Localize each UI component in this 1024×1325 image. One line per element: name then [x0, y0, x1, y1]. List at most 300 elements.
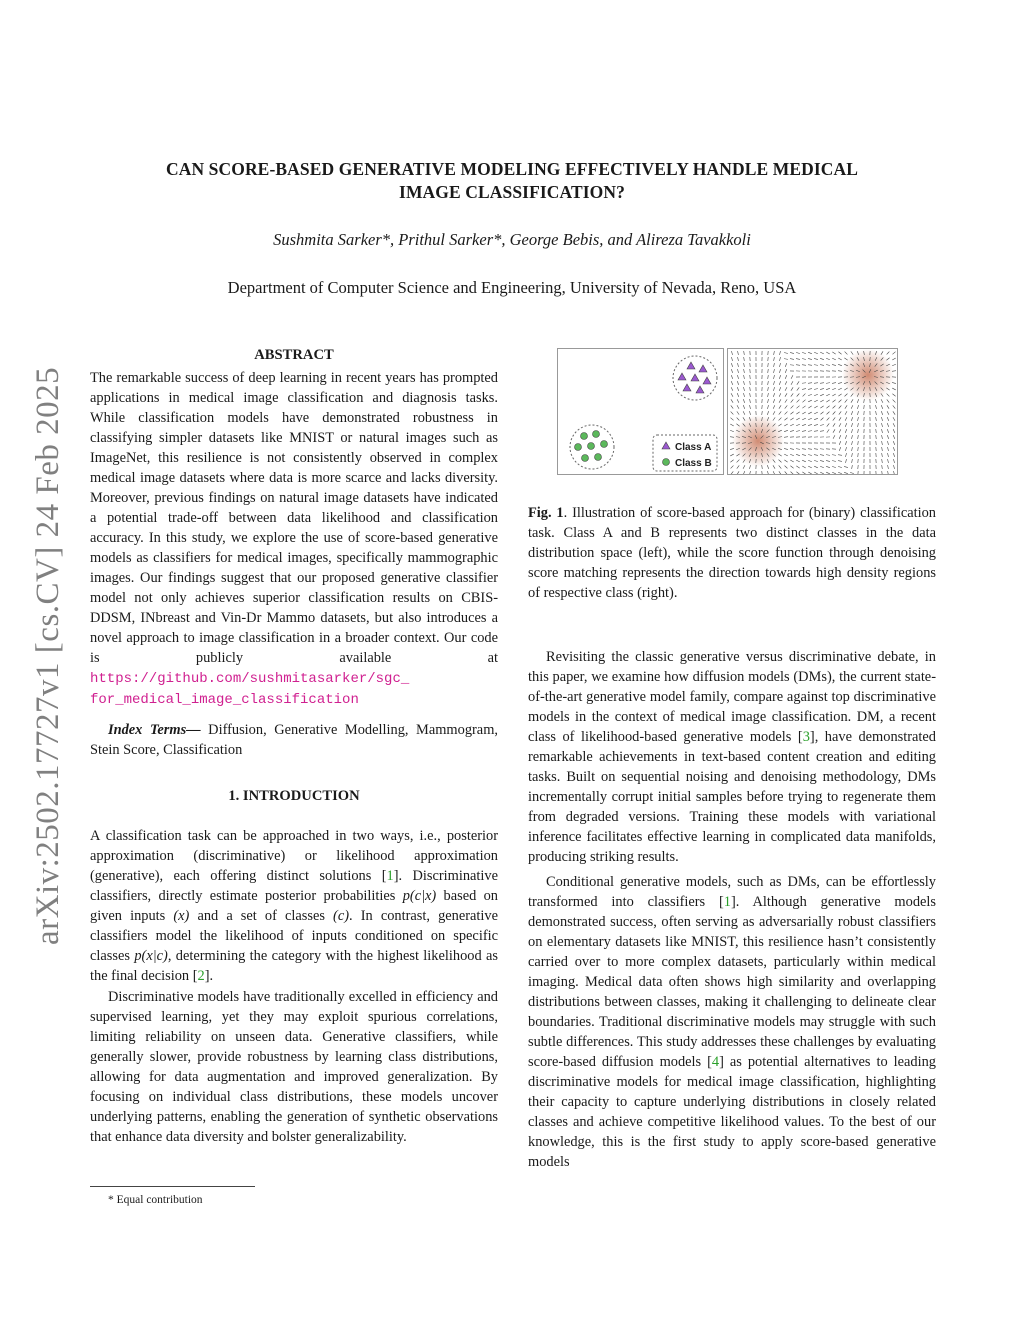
score-arrow: [791, 472, 794, 474]
score-arrow: [857, 405, 858, 409]
score-arrow: [802, 466, 805, 468]
score-arrow: [814, 424, 818, 425]
score-arrow: [785, 466, 788, 469]
score-arrow: [744, 363, 745, 367]
score-arrow: [802, 454, 806, 455]
score-arrow: [838, 371, 842, 372]
math-expression: p(c|x): [402, 888, 437, 904]
score-arrow: [779, 369, 780, 373]
score-arrow: [790, 412, 793, 415]
score-arrow: [796, 352, 800, 353]
score-arrow: [876, 435, 877, 439]
score-arrow: [844, 472, 848, 473]
intro-paragraph-2: Discriminative models have traditionally excelled in efficiency and supervised learning, yet they may exploit spurious correlations, limiting reliability on unseen data. Generative classifiers, while generally slower, provide robustness by learning class distributions, allowing for data augmentation and improved generalization. By focusing on individual class distributions, these models uncover underlying patterns, enabling the generation of synthetic observations that enhance data diversity and bolster generalizability.: [90, 989, 498, 1145]
intro-text: ].: [204, 968, 214, 984]
score-arrow: [820, 400, 823, 402]
score-arrow: [827, 429, 829, 432]
score-arrow: [838, 472, 842, 473]
score-arrow: [888, 465, 889, 469]
score-arrow: [826, 472, 830, 474]
score-arrow: [833, 429, 835, 432]
score-arrow: [750, 471, 751, 474]
score-arrow: [844, 358, 847, 360]
intro-text: A classification task can be approached in two ways, i.e., posterior approximation (discriminative) or likelihood approximation (generative), each offering distinct solutions [: [90, 828, 498, 884]
score-arrow: [839, 435, 841, 439]
score-arrow: [743, 399, 744, 403]
score-arrow: [808, 449, 812, 450]
score-arrow: [802, 389, 806, 390]
score-arrow: [888, 453, 889, 457]
score-arrow: [852, 453, 853, 457]
index-terms-text: Diffusion, Generative Modelling, Mammogram, Stein Score, Classification: [90, 722, 498, 758]
score-arrow: [737, 375, 738, 379]
score-arrow: [892, 358, 895, 360]
score-arrow: [808, 365, 812, 366]
score-arrow: [774, 351, 775, 355]
score-arrow: [887, 447, 888, 451]
score-arrow: [876, 423, 877, 427]
score-arrow: [774, 363, 775, 367]
score-arrow: [773, 381, 774, 385]
score-arrow: [893, 423, 895, 427]
score-arrow: [845, 394, 848, 397]
score-arrow: [820, 358, 824, 359]
score-arrow: [731, 393, 733, 396]
body-text: ], have demonstrated remarkable achievements in text-based content creation and editing tasks. Built on sequential noising and denoising methodology, DMs incrementally corrupt initial samples before trying to regenerate them from degraded versions. Training these models with variational inference facilitates effective learning in complicated data manifolds, producing striking results.: [528, 729, 936, 865]
score-arrow: [737, 363, 738, 367]
score-arrow: [814, 400, 818, 402]
score-arrow: [858, 423, 859, 427]
score-arrow: [845, 405, 847, 408]
score-arrow: [731, 471, 734, 474]
score-arrow: [768, 369, 769, 373]
score-arrow: [779, 405, 781, 408]
score-arrow: [851, 417, 852, 421]
paper-title: [90, 158, 934, 204]
score-arrow: [826, 352, 830, 354]
score-arrow: [730, 430, 734, 431]
math-expression: (c): [333, 908, 350, 924]
score-arrow: [737, 369, 738, 373]
score-arrow: [796, 454, 800, 455]
score-arrow: [826, 455, 830, 456]
score-arrow: [731, 399, 733, 402]
score-arrow: [802, 412, 805, 414]
score-arrow: [838, 364, 842, 365]
score-arrow: [852, 447, 853, 451]
score-arrow: [821, 418, 824, 421]
score-arrow: [768, 393, 769, 397]
score-arrow: [779, 387, 781, 391]
index-terms: [90, 720, 498, 760]
score-arrow: [808, 400, 812, 402]
title-line-1: CAN SCORE-BASED GENERATIVE MODELING EFFECTIVELY HANDLE MEDICAL: [165, 159, 859, 179]
score-arrow: [744, 381, 745, 385]
citation-link[interactable]: 1: [723, 894, 731, 910]
score-arrow: [778, 424, 781, 426]
score-arrow: [814, 388, 818, 389]
score-arrow: [808, 394, 812, 395]
score-arrow: [858, 429, 859, 433]
class-b-density: [732, 415, 784, 467]
score-arrow: [790, 430, 794, 431]
score-arrow: [731, 351, 732, 355]
class-a-density: [842, 349, 894, 401]
score-arrow: [851, 423, 852, 427]
score-arrow: [814, 394, 818, 395]
score-arrow: [791, 393, 793, 396]
score-arrow: [832, 364, 836, 365]
score-arrow: [893, 405, 896, 408]
score-arrow: [882, 447, 883, 451]
score-arrow: [808, 424, 812, 425]
score-arrow: [773, 471, 775, 474]
footnote-rule: [90, 1186, 255, 1187]
score-arrow: [750, 393, 751, 397]
score-arrow: [803, 394, 806, 397]
score-arrow: [773, 417, 775, 420]
score-arrow: [791, 387, 793, 390]
score-arrow: [814, 358, 818, 359]
score-arrow: [790, 352, 794, 353]
figure-caption-text: . Illustration of score-based approach for (binary) classification task. Class A and B represents two distinct classes in the data distribution space (left), while the score function through denoising score matching represents the direction towards high density regions of respective class (right).: [528, 505, 936, 601]
score-arrow: [796, 449, 800, 450]
body-text: Revisiting the classic generative versus discriminative debate, in this paper, we examine how diffusion models (DMs), the current state-of-the-art generative model family, compare against top discriminative models in the context of medical image classification. DM, a recent class of likelihood-based generative models [: [528, 649, 936, 745]
score-arrow: [790, 460, 793, 462]
score-arrow: [791, 399, 794, 402]
score-arrow: [737, 405, 739, 408]
score-arrow: [839, 447, 840, 451]
affiliation: Department of Computer Science and Engineering, University of Nevada, Reno, USA: [227, 278, 797, 297]
score-arrow: [893, 411, 895, 414]
score-arrow: [743, 393, 744, 397]
score-arrow: [820, 425, 824, 426]
score-arrow: [814, 406, 817, 408]
score-arrow: [737, 460, 740, 463]
score-arrow: [858, 447, 859, 451]
score-arrow: [796, 359, 800, 360]
score-arrow: [893, 400, 896, 403]
score-arrow: [808, 389, 812, 390]
score-arrow: [773, 387, 774, 391]
score-arrow: [774, 369, 775, 373]
score-arrow: [779, 460, 782, 463]
score-arrow: [767, 405, 768, 409]
score-arrow: [814, 352, 818, 354]
score-arrow: [839, 441, 841, 445]
class-a-legend-icon: [662, 442, 670, 449]
score-arrow: [808, 352, 812, 353]
score-arrow: [808, 412, 812, 414]
score-arrow: [838, 461, 842, 462]
score-arrow: [826, 400, 829, 402]
score-arrow: [779, 471, 781, 474]
score-arrow: [797, 400, 800, 403]
score-arrow: [814, 412, 818, 414]
score-arrow: [826, 394, 830, 396]
intro-text: ]. Discriminative classifiers, directly estimate posterior probabilities: [90, 868, 498, 904]
score-arrow: [814, 455, 818, 456]
score-arrow: [845, 399, 848, 402]
score-arrow: [796, 406, 799, 409]
score-arrow: [882, 453, 883, 457]
score-arrow: [838, 455, 842, 456]
score-arrow: [832, 466, 836, 467]
score-arrow: [768, 387, 769, 391]
score-arrow: [851, 411, 853, 415]
abstract-body: The remarkable success of deep learning in recent years has prompted applications in medical image classification and diagnosis tasks. While classification models have demonstrated robustness in classifying simpler datasets like MNIST or natural images such as ImageNet, this resilience is not consistently observed in complex medical image datasets where data is more scarce and lacks diversity. Moreover, previous findings on natural image datasets have indicated a potential trade-off between data likelihood and classification accuracy. In this study, we explore the use of score-based generative models as classifiers for medical images, specifically mammographic images. Our findings suggest that our proposed generative classifier model not only achieves superior classification results on CBIS-DDSM, INbreast and Vin-Dr Mammo datasets, but also introduces a novel approach to image classification in a broader context. Our code is publicly available at: [90, 370, 498, 666]
citation-link[interactable]: 2: [197, 968, 205, 984]
score-arrow: [802, 365, 806, 366]
score-arrow: [852, 459, 853, 463]
score-arrow: [796, 365, 800, 366]
citation-link[interactable]: 4: [711, 1054, 720, 1070]
score-arrow: [833, 417, 835, 420]
score-arrow: [779, 465, 782, 468]
score-arrow: [820, 472, 824, 474]
left-column: [90, 345, 498, 1147]
score-arrow: [838, 388, 842, 390]
score-arrow: [858, 417, 859, 421]
score-arrow: [749, 411, 750, 415]
score-arrow: [779, 418, 782, 421]
score-arrow: [826, 460, 830, 461]
score-arrow: [802, 431, 806, 432]
score-arrow: [730, 418, 733, 421]
score-arrow: [838, 382, 842, 383]
score-arrow: [796, 466, 799, 468]
score-arrow: [808, 472, 811, 474]
score-arrow: [785, 399, 787, 402]
score-arrow: [888, 471, 889, 474]
score-arrow: [743, 465, 745, 469]
score-arrow: [858, 441, 859, 445]
score-arrow: [827, 423, 829, 426]
score-arrow: [744, 357, 745, 361]
score-arrow: [881, 405, 883, 409]
score-arrow: [845, 441, 846, 445]
score-arrow: [797, 393, 800, 396]
score-arrow: [851, 429, 852, 433]
score-arrow: [833, 412, 836, 415]
score-arrow: [808, 383, 812, 384]
figure-right-panel: [727, 348, 898, 475]
body-text: Conditional generative models, such as DMs, can be effortlessly transformed into classifiers [: [528, 874, 936, 910]
score-arrow: [730, 460, 733, 462]
score-arrow: [731, 466, 734, 469]
score-arrow: [796, 472, 799, 474]
score-arrow: [808, 431, 812, 432]
score-arrow: [832, 400, 835, 402]
score-arrow: [790, 466, 793, 468]
score-arrow: [887, 352, 890, 355]
score-arrow: [790, 424, 794, 426]
intro-text: based on given inputs: [90, 888, 498, 924]
score-arrow: [820, 460, 824, 461]
score-arrow: [797, 387, 799, 390]
score-arrow: [838, 358, 841, 360]
score-arrow: [846, 459, 847, 463]
score-arrow: [750, 399, 751, 403]
intro-paragraph-1: [90, 826, 498, 986]
score-arrow: [773, 399, 774, 403]
score-arrow: [750, 405, 751, 409]
score-arrow: [814, 472, 818, 474]
score-arrow: [832, 383, 836, 384]
score-arrow: [832, 352, 835, 354]
score-arrow: [893, 459, 894, 463]
score-arrow: [845, 429, 846, 433]
score-arrow: [851, 351, 853, 354]
score-arrow: [892, 394, 895, 396]
body-text: ] as potential alternatives to leading discriminative models for medical image classification, highlighting their capacity to capture underlying distributions in closely related classes and achieve competitive likelihood values. To the best of our knowledge, this is the first study to apply score-based generative models: [528, 1054, 937, 1170]
score-arrow: [892, 364, 896, 365]
score-arrow: [784, 437, 788, 438]
score-arrow: [791, 375, 793, 379]
score-arrow: [893, 465, 894, 469]
introduction-heading: 1. INTRODUCTION: [228, 788, 360, 804]
score-arrow: [737, 387, 738, 391]
score-arrow: [730, 424, 733, 426]
score-arrow: [827, 412, 830, 415]
score-arrow: [887, 411, 889, 415]
score-arrow: [785, 369, 786, 373]
score-arrow: [796, 412, 799, 414]
score-arrow: [737, 471, 739, 474]
score-arrow: [893, 453, 894, 457]
intro-text: . In contrast, generative classifiers model the likelihood of inputs conditioned on specific classes: [90, 908, 498, 964]
score-arrow: [791, 381, 793, 384]
code-link-continued[interactable]: for_medical_image_classification: [90, 692, 359, 708]
score-arrow: [892, 352, 895, 355]
score-arrow: [743, 411, 745, 415]
figure-caption: [528, 503, 936, 603]
score-arrow: [802, 359, 806, 360]
score-arrow: [887, 435, 888, 439]
math-expression: p(x|c): [134, 948, 168, 964]
score-arrow: [826, 466, 830, 467]
score-arrow: [832, 394, 835, 396]
score-arrow: [832, 472, 836, 474]
score-arrow: [876, 411, 877, 415]
score-arrow: [796, 424, 800, 425]
score-arrow: [744, 375, 745, 379]
score-arrow: [774, 357, 775, 361]
class-b-points: [575, 431, 608, 462]
score-arrow: [814, 418, 818, 419]
legend-class-b: Class B: [675, 458, 712, 469]
score-arrow: [839, 417, 841, 420]
score-arrow: [773, 411, 775, 414]
score-arrow: [750, 381, 751, 385]
score-arrow: [826, 365, 830, 366]
citation-link[interactable]: 1: [386, 868, 394, 884]
score-arrow: [784, 424, 787, 426]
class-distribution-illustration: [558, 349, 723, 474]
score-arrow: [814, 466, 818, 468]
score-arrow: [876, 417, 877, 421]
figure-label: Fig. 1: [528, 505, 564, 521]
score-arrow: [731, 412, 734, 415]
score-arrow: [820, 394, 824, 396]
score-arrow: [779, 381, 780, 385]
code-link[interactable]: https://github.com/sushmitasarker/sgc_: [90, 671, 410, 687]
score-arrow: [852, 465, 853, 469]
score-arrow: [737, 465, 739, 468]
score-arrow: [802, 449, 806, 450]
score-arrow: [845, 435, 846, 439]
score-arrow: [882, 465, 883, 469]
score-arrow: [743, 471, 745, 474]
index-terms-label: Index Terms—: [108, 722, 201, 738]
score-arrow: [790, 359, 794, 360]
score-arrow: [820, 383, 824, 384]
score-arrow: [881, 399, 883, 403]
score-arrow: [743, 387, 744, 391]
score-arrow: [881, 411, 882, 415]
score-arrow: [852, 435, 853, 439]
score-arrow: [814, 460, 818, 461]
score-arrow: [881, 417, 882, 421]
score-arrow: [762, 411, 763, 415]
score-arrow: [785, 387, 787, 391]
score-arrow: [839, 405, 842, 408]
score-arrow: [887, 417, 889, 421]
score-arrow: [882, 441, 883, 445]
score-arrow: [850, 472, 854, 473]
score-arrow: [839, 423, 841, 426]
score-arrow: [814, 431, 818, 432]
score-arrow: [833, 406, 836, 409]
score-arrow: [767, 471, 768, 474]
score-arrow: [779, 363, 780, 367]
score-arrow: [832, 388, 836, 390]
score-arrow: [845, 417, 847, 421]
score-arrow: [808, 466, 812, 468]
score-arrow: [731, 363, 732, 367]
score-arrow: [802, 424, 806, 425]
score-arrow: [808, 460, 812, 461]
score-arrow: [820, 365, 824, 366]
score-arrow: [743, 405, 745, 409]
score-arrow: [737, 399, 739, 403]
score-arrow: [838, 466, 842, 467]
score-arrow: [832, 455, 836, 456]
score-arrow: [779, 375, 780, 379]
intro-text: , determining the category with the highest likelihood as the final decision [: [90, 948, 498, 984]
score-arrow: [820, 352, 824, 354]
score-arrow: [882, 471, 883, 474]
score-arrow: [731, 369, 732, 373]
score-arrow: [833, 423, 835, 426]
score-arrow: [845, 453, 846, 457]
score-arrow: [785, 412, 788, 415]
score-arrow: [845, 447, 846, 451]
score-arrow: [780, 351, 781, 355]
score-arrow: [779, 393, 781, 397]
math-expression: (x): [173, 908, 190, 924]
score-arrow: [784, 454, 788, 456]
score-arrow: [838, 352, 841, 354]
figure-left-panel: [557, 348, 724, 475]
citation-link[interactable]: 3: [802, 729, 810, 745]
score-arrow: [768, 399, 769, 403]
score-arrow: [851, 405, 853, 409]
score-arrow: [814, 383, 818, 384]
score-arrow: [731, 405, 733, 408]
score-arrow: [851, 399, 853, 402]
score-arrow: [790, 418, 793, 420]
